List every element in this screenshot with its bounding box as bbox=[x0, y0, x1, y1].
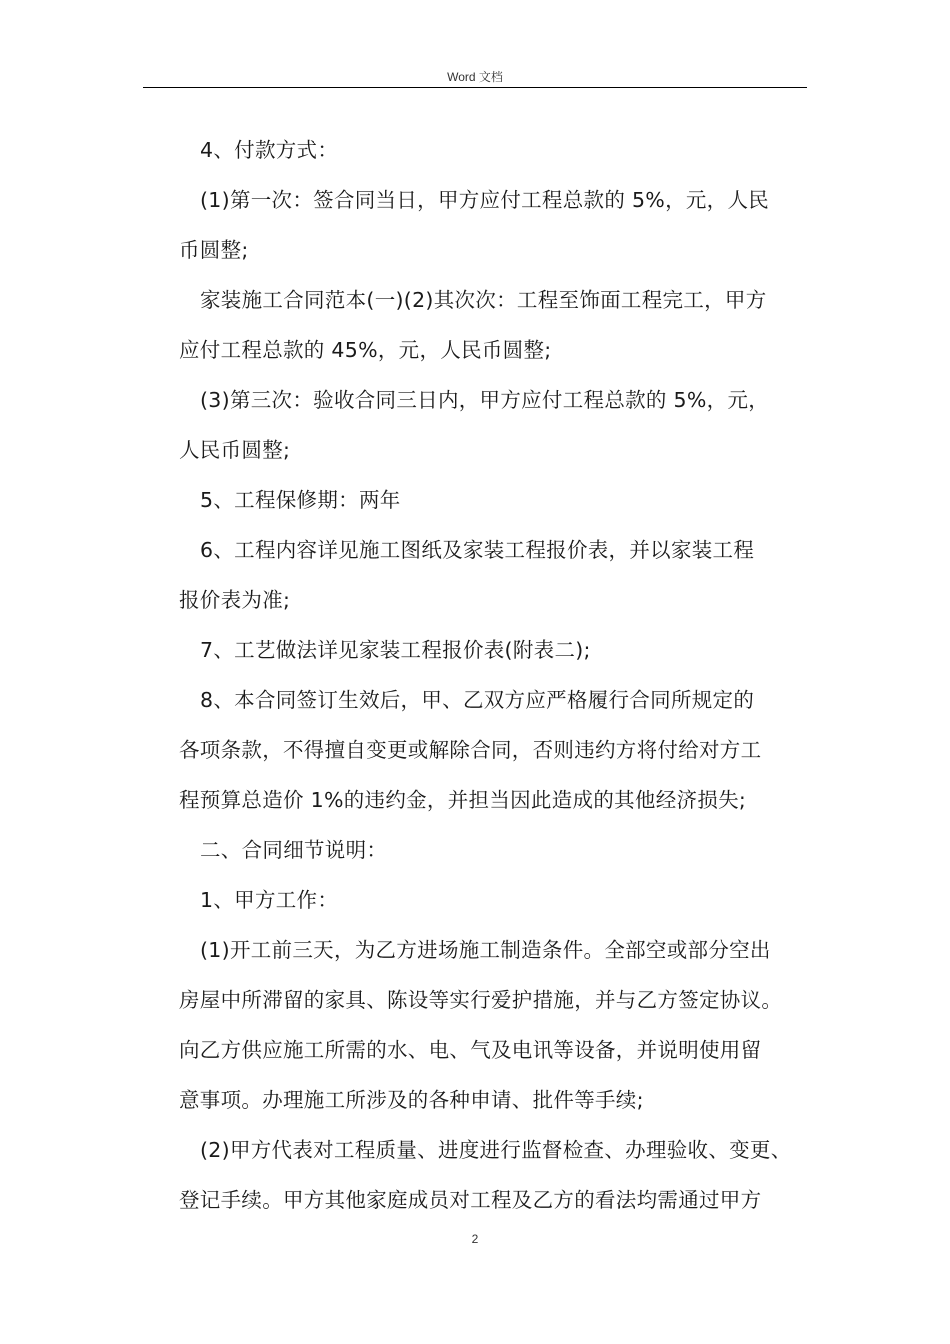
paragraph-line: 房屋中所滞留的家具、陈设等实行爱护措施，并与乙方签定协议。 bbox=[179, 988, 783, 1012]
paragraph-line: 应付工程总款的 45%，元，人民币圆整; bbox=[179, 338, 552, 362]
paragraph-line: 人民币圆整; bbox=[179, 438, 291, 462]
paragraph-line: (3)第三次：验收合同三日内，甲方应付工程总款的 5%，元， bbox=[200, 388, 770, 412]
paragraph-line: 意事项。办理施工所涉及的各种申请、批件等手续; bbox=[179, 1088, 644, 1112]
paragraph-line: 家装施工合同范本(一)(2)其次次：工程至饰面工程完工，甲方 bbox=[200, 288, 767, 312]
paragraph-line: 二、合同细节说明： bbox=[200, 838, 388, 862]
page-number: 2 bbox=[471, 1232, 479, 1246]
paragraph-line: 程预算总造价 1%的违约金，并担当因此造成的其他经济损失; bbox=[179, 788, 747, 812]
paragraph-line: 4、付款方式： bbox=[200, 138, 339, 162]
paragraph-line: 6、工程内容详见施工图纸及家装工程报价表，并以家装工程 bbox=[200, 538, 755, 562]
paragraph-line: (1)开工前三天，为乙方进场施工制造条件。全部空或部分空出 bbox=[200, 938, 771, 962]
paragraph-line: (1)第一次：签合同当日，甲方应付工程总款的 5%，元，人民 bbox=[200, 188, 770, 212]
paragraph-line: 登记手续。甲方其他家庭成员对工程及乙方的看法均需通过甲方 bbox=[179, 1188, 762, 1212]
paragraph-line: 各项条款，不得擅自变更或解除合同，否则违约方将付给对方工 bbox=[179, 738, 762, 762]
header-title: Word 文档 bbox=[447, 70, 503, 84]
paragraph-line: (2)甲方代表对工程质量、进度进行监督检查、办理验收、变更、 bbox=[200, 1138, 792, 1162]
paragraph-line: 7、工艺做法详见家装工程报价表(附表二); bbox=[200, 638, 591, 662]
paragraph-line: 报价表为准; bbox=[179, 588, 291, 612]
paragraph-line: 8、本合同签订生效后，甲、乙双方应严格履行合同所规定的 bbox=[200, 688, 755, 712]
paragraph-line: 币圆整; bbox=[179, 238, 249, 262]
paragraph-line: 向乙方供应施工所需的水、电、气及电讯等设备，并说明使用留 bbox=[179, 1038, 762, 1062]
paragraph-line: 1、甲方工作： bbox=[200, 888, 339, 912]
paragraph-line: 5、工程保修期：两年 bbox=[200, 488, 401, 512]
